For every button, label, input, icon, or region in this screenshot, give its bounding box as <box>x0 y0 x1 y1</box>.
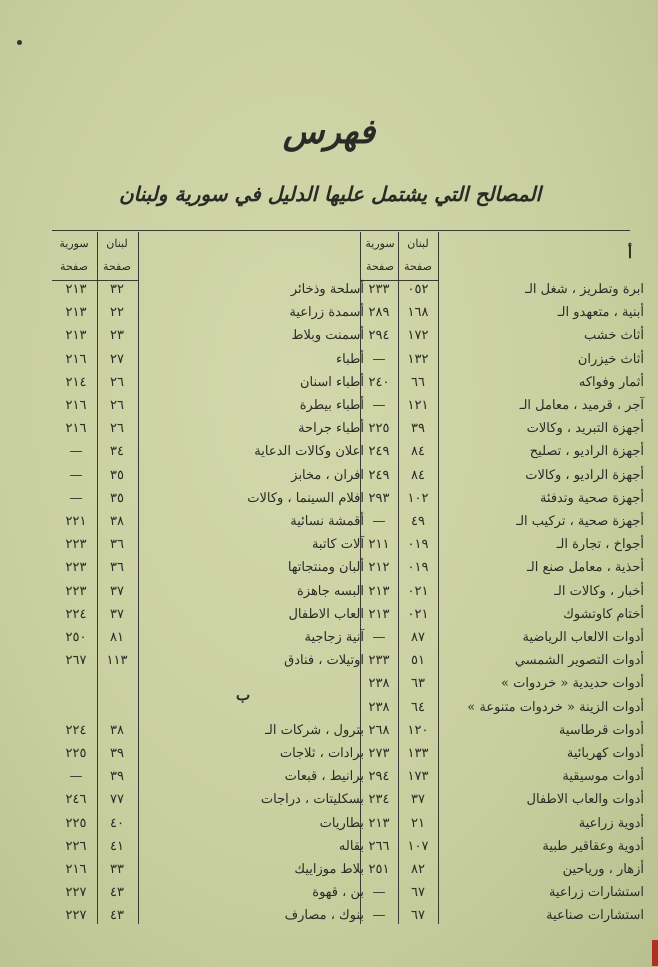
lebanon-page: ٦٣ <box>411 676 425 692</box>
lebanon-page: ٣٩ <box>110 746 124 761</box>
entry-name: أجهزة الراديو ، تصليح <box>529 444 644 460</box>
lebanon-page: ٢٣ <box>110 328 124 344</box>
entry-name: بقاله <box>338 838 364 854</box>
lebanon-page: ٣٤ <box>110 444 124 460</box>
syria-page: ٢٢٤ <box>65 606 87 622</box>
entry-name: اوتيلات ، فنادق <box>284 653 364 669</box>
entry-name: أخبار ، وكالات الـ <box>554 583 644 599</box>
syria-page: ٢٢٧ <box>65 908 87 924</box>
entry-name: أطباء اسنان <box>299 374 364 390</box>
ink-dot <box>17 40 22 45</box>
lebanon-page: ٣٧ <box>411 792 425 808</box>
lebanon-page: ١٢١ <box>407 398 429 413</box>
index-row <box>0 839 658 861</box>
syria-page: — <box>372 630 386 645</box>
lebanon-page: ٦٧ <box>411 908 425 924</box>
entry-name: أدوات الالعاب الرياضية <box>522 630 644 645</box>
syria-page: ٢٩٤ <box>368 328 390 344</box>
syria-page: ٢٢١ <box>65 514 87 529</box>
header-page-left-syria: صفحة <box>60 260 88 273</box>
index-row <box>0 908 658 930</box>
syria-page: ٢٣٨ <box>368 676 390 692</box>
index-row <box>0 723 658 745</box>
index-row <box>0 537 658 559</box>
lebanon-page: ٤٣ <box>110 908 124 924</box>
syria-page: ٢٢٦ <box>65 838 87 854</box>
syria-page: ٢٩٣ <box>368 490 390 506</box>
entry-name: أزهار ، ورياحين <box>562 862 644 877</box>
syria-page: ٢٢٥ <box>65 746 87 761</box>
index-row <box>0 862 658 884</box>
index-row <box>0 676 658 698</box>
index-row <box>0 885 658 907</box>
lebanon-page: ٢٢ <box>110 305 124 321</box>
lebanon-page: ٨١ <box>110 630 124 645</box>
entry-name: بلاط موزاييك <box>294 862 364 877</box>
lebanon-page: ٢٧ <box>110 351 124 367</box>
lebanon-page: ٧٧ <box>110 792 124 808</box>
lebanon-page: ١٠٧ <box>407 838 429 854</box>
index-row <box>0 607 658 629</box>
entry-name: اعلان وكالات الدعاية <box>254 444 364 460</box>
index-row <box>0 653 658 675</box>
syria-page: ٢٤٩ <box>368 444 390 460</box>
entry-name: أجهزة التبريد ، وكالات <box>526 421 644 437</box>
page-subtitle: المصالح التي يشتمل عليها الدليل في سورية ولبنان <box>118 182 542 206</box>
index-row <box>0 328 658 350</box>
lebanon-page: ٣٧ <box>110 583 124 599</box>
lebanon-page: ٣٥ <box>110 467 124 483</box>
lebanon-page: ٣٨ <box>110 722 124 738</box>
right-header-rule <box>360 280 438 281</box>
entry-name: أثمار وفواكه <box>578 374 644 390</box>
lebanon-page: ٠٢١ <box>407 583 429 599</box>
entry-name: أطباء <box>336 351 364 367</box>
index-row <box>0 792 658 814</box>
lebanon-page: ١٣٣ <box>407 746 429 761</box>
index-row <box>0 282 658 304</box>
entry-name: افلام السينما ، وكالات <box>247 490 364 506</box>
entry-name: افران ، مخابز <box>291 467 364 483</box>
lebanon-page: ١٧٢ <box>407 328 429 344</box>
entry-name: أدوات التصوير الشمسي <box>514 653 644 669</box>
entry-name: أدوات قرطاسية <box>558 722 644 738</box>
index-row <box>0 769 658 791</box>
page-edge-tab <box>652 940 658 966</box>
entry-name: أسلحة وذخائر <box>290 282 364 297</box>
lebanon-page: ٤٩ <box>411 514 425 529</box>
header-page-right-syria: صفحة <box>366 260 394 273</box>
header-page-right-lebanon: صفحة <box>404 260 432 273</box>
syria-page: — <box>372 351 386 367</box>
lebanon-page: ٠١٩ <box>407 560 429 576</box>
section-letter-alef: أ <box>627 244 632 262</box>
syria-page: ٢٢٣ <box>65 583 87 599</box>
entry-name: أدوات الزينة « خردوات متنوعة » <box>467 699 644 715</box>
entry-name: أدوات حديدية « خردوات » <box>501 676 644 692</box>
lebanon-page: ٨٤ <box>411 467 425 483</box>
syria-page: ٢٢٧ <box>65 885 87 901</box>
index-row <box>0 421 658 443</box>
syria-page: ٢١٣ <box>65 328 87 344</box>
entry-name: أسمنت وبلاط <box>291 328 364 344</box>
header-syria-right: سورية <box>365 237 395 250</box>
entry-name: أثاث خشب <box>584 328 644 344</box>
lebanon-page: ٣٦ <box>110 537 124 553</box>
index-row <box>0 630 658 652</box>
syria-page: ٢٢٣ <box>65 560 87 576</box>
syria-page: ٢٥١ <box>368 862 390 877</box>
syria-page: ٢١٣ <box>65 282 87 297</box>
entry-name: بطاريات <box>319 815 364 831</box>
left-header-rule <box>52 280 138 281</box>
syria-page: — <box>69 444 83 460</box>
entry-name: أجهزة صحية ، تركيب الـ <box>516 514 644 529</box>
syria-page: ٢٩٤ <box>368 769 390 785</box>
lebanon-page: ٢٦ <box>110 421 124 437</box>
syria-page: ٢١٦ <box>65 351 87 367</box>
syria-page: — <box>372 908 386 924</box>
lebanon-page: ٤٠ <box>110 815 124 831</box>
entry-name: أختام كاوتشوك <box>563 606 644 622</box>
entry-name: آلات كاتبة <box>311 537 364 553</box>
index-row <box>0 816 658 838</box>
entry-name: بن ، قهوة <box>312 885 364 901</box>
entry-name: أدوات والعاب الاطفال <box>526 792 644 808</box>
lebanon-page: ٣٩ <box>411 421 425 437</box>
section-letter-ba: ب <box>236 686 251 704</box>
header-lebanon-right: لبنان <box>407 237 429 250</box>
entry-name: أسمدة زراعية <box>289 305 364 321</box>
index-row <box>0 375 658 397</box>
lebanon-page: ١٢٠ <box>407 722 429 738</box>
page-title: فهرس <box>282 112 376 152</box>
entry-name: أبنية ، متعهدو الـ <box>557 305 644 321</box>
entry-name: استشارات زراعية <box>548 885 644 901</box>
entry-name: أجهزة صحية وتدفئة <box>539 490 644 506</box>
header-page-left-lebanon: صفحة <box>103 260 131 273</box>
syria-page: ٢٢٥ <box>368 421 390 437</box>
syria-page: ٢٤٦ <box>65 792 87 808</box>
syria-page: ٢٢٣ <box>65 537 87 553</box>
syria-page: ٢١٦ <box>65 421 87 437</box>
entry-name: البسه جاهزة <box>296 583 364 599</box>
lebanon-page: ٢٦ <box>110 374 124 390</box>
syria-page: ٢١٦ <box>65 862 87 877</box>
lebanon-page: ١٦٨ <box>407 305 429 321</box>
index-row <box>0 514 658 536</box>
lebanon-page: ٣٥ <box>110 490 124 506</box>
syria-page: ٢٨٩ <box>368 305 390 321</box>
entry-name: آنية زجاجية <box>304 630 364 645</box>
index-row <box>0 700 658 722</box>
entry-name: أدوية زراعية <box>578 815 644 831</box>
lebanon-page: ٤١ <box>110 838 124 854</box>
lebanon-page: ٤٣ <box>110 885 124 901</box>
lebanon-page: ٣٨ <box>110 514 124 529</box>
entry-name: بسكليتات ، دراجات <box>260 792 364 808</box>
entry-name: أدوات كهربائية <box>566 746 644 761</box>
entry-name: ألبان ومنتجاتها <box>287 560 364 576</box>
syria-page: — <box>69 769 83 785</box>
entry-name: أثاث خيزران <box>577 351 644 367</box>
entry-name: آجر ، قرميد ، معامل الـ <box>519 398 644 413</box>
entry-name: برانيط ، قبعات <box>284 769 364 785</box>
lebanon-page: ٥١ <box>411 653 425 669</box>
lebanon-page: ٣٩ <box>110 769 124 785</box>
lebanon-page: ١٧٣ <box>407 769 429 785</box>
index-row <box>0 398 658 420</box>
entry-name: أقمشة نسائية <box>290 514 364 529</box>
entry-name: برادات ، ثلاجات <box>279 746 364 761</box>
syria-page: ٢١٣ <box>368 583 390 599</box>
syria-page: ٢١٣ <box>368 815 390 831</box>
syria-page: ٢٣٤ <box>368 792 390 808</box>
top-rule <box>52 230 630 231</box>
index-row <box>0 560 658 582</box>
syria-page: — <box>69 490 83 506</box>
syria-page: ٢٦٨ <box>368 722 390 738</box>
lebanon-page: ٣٧ <box>110 606 124 622</box>
syria-page: ٢٧٣ <box>368 746 390 761</box>
lebanon-page: ٣٣ <box>110 862 124 877</box>
lebanon-page: ٨٧ <box>411 630 425 645</box>
index-row <box>0 491 658 513</box>
lebanon-page: ٢٦ <box>110 398 124 413</box>
lebanon-page: ٦٦ <box>411 374 425 390</box>
entry-name: أطباء بيطرة <box>299 398 364 413</box>
syria-page: ٢٢٥ <box>65 815 87 831</box>
lebanon-page: ٣٢ <box>110 282 124 297</box>
entry-name: أجواخ ، تجارة الـ <box>556 537 644 553</box>
syria-page: — <box>372 885 386 901</box>
header-syria-left: سورية <box>59 237 89 250</box>
entry-name: أدوية وعقاقير طبية <box>542 838 644 854</box>
syria-page: ٢٤٩ <box>368 467 390 483</box>
syria-page: ٢١٤ <box>65 374 87 390</box>
index-row <box>0 444 658 466</box>
syria-page: ٢١٢ <box>368 560 390 576</box>
syria-page: — <box>372 398 386 413</box>
entry-name: استشارات صناعية <box>546 908 644 924</box>
header-lebanon-left: لبنان <box>106 237 128 250</box>
syria-page: ٢٣٣ <box>368 282 390 297</box>
entry-name: أجهزة الراديو ، وكالات <box>525 467 644 483</box>
index-row <box>0 352 658 374</box>
entry-name: أحذية ، معامل صنع الـ <box>526 560 644 576</box>
syria-page: — <box>372 514 386 529</box>
syria-page: ٢١٦ <box>65 398 87 413</box>
index-row <box>0 584 658 606</box>
lebanon-page: ١٠٢ <box>407 490 429 506</box>
entry-name: بنوك ، مصارف <box>284 908 364 924</box>
syria-page: ٢٦٧ <box>65 653 87 669</box>
syria-page: ٢١٣ <box>368 606 390 622</box>
syria-page: ٢١١ <box>368 537 390 553</box>
lebanon-page: ٠٥٢ <box>407 282 429 297</box>
syria-page: ٢٢٤ <box>65 722 87 738</box>
syria-page: ٢٣٨ <box>368 699 390 715</box>
syria-page: ٢١٣ <box>65 305 87 321</box>
entry-name: أدوات موسيقية <box>562 769 644 785</box>
lebanon-page: ١٣٢ <box>407 351 429 367</box>
lebanon-page: ٨٢ <box>411 862 425 877</box>
lebanon-page: ١١٣ <box>106 653 128 669</box>
lebanon-page: ٠١٩ <box>407 537 429 553</box>
lebanon-page: ٨٤ <box>411 444 425 460</box>
index-row <box>0 468 658 490</box>
index-row <box>0 746 658 768</box>
lebanon-page: ٦٤ <box>411 699 425 715</box>
entry-name: أطباء جراحة <box>298 421 364 437</box>
index-row <box>0 305 658 327</box>
lebanon-page: ٦٧ <box>411 885 425 901</box>
syria-page: ٢٣٣ <box>368 653 390 669</box>
entry-name: بترول ، شركات الـ <box>265 722 364 738</box>
syria-page: ٢٥٠ <box>65 630 87 645</box>
syria-page: ٢٦٦ <box>368 838 390 854</box>
lebanon-page: ٠٢١ <box>407 606 429 622</box>
lebanon-page: ٢١ <box>411 815 425 831</box>
syria-page: — <box>69 467 83 483</box>
entry-name: ابرة وتطريز ، شغل الـ <box>525 282 644 297</box>
entry-name: العاب الاطفال <box>288 606 364 622</box>
syria-page: ٢٤٠ <box>368 374 390 390</box>
lebanon-page: ٣٦ <box>110 560 124 576</box>
